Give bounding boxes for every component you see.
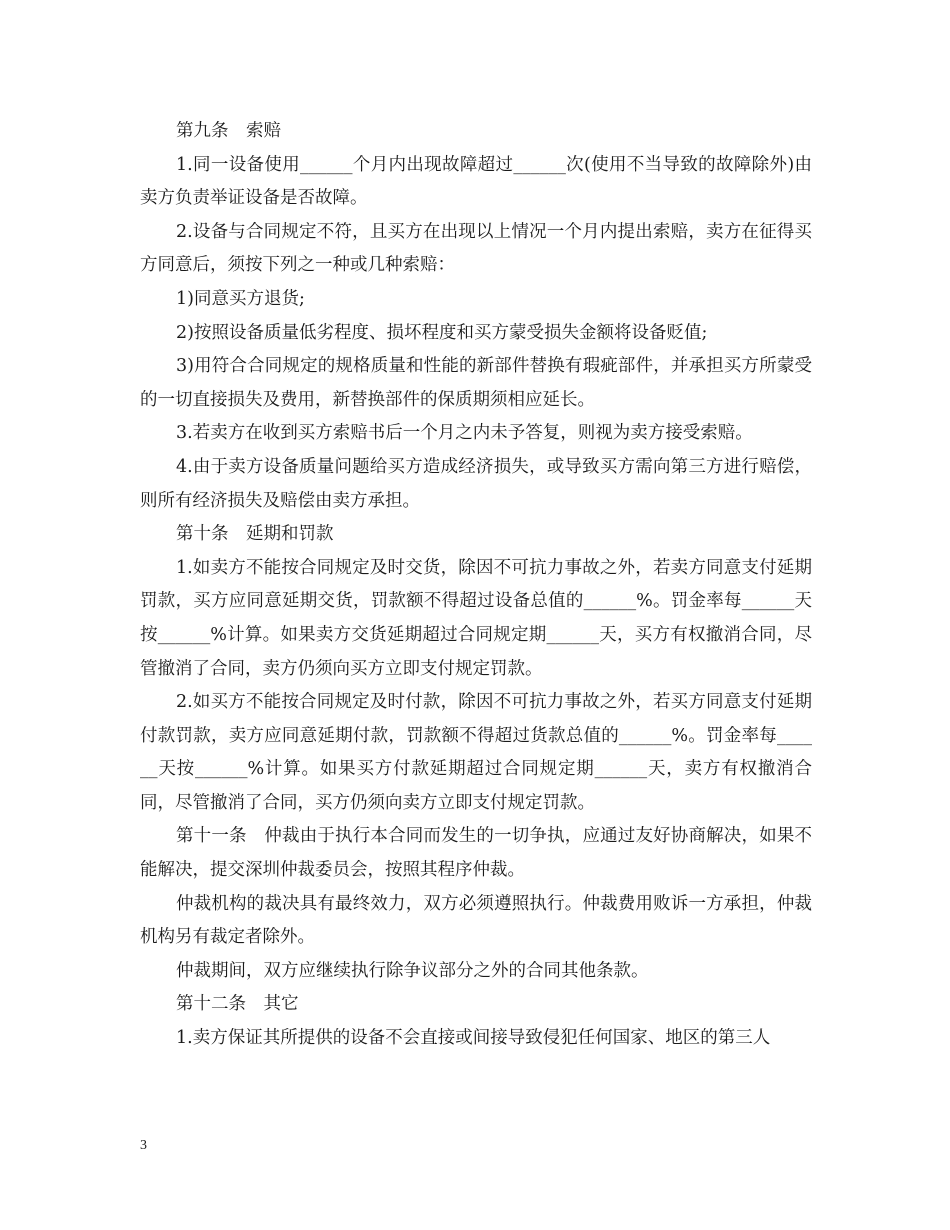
article-11-arbitration: 第十一条 仲裁由于执行本合同而发生的一切争执，应通过友好协商解决，如果不能解决，提交深圳仲裁委员会，按照其程序仲裁。 [140,826,812,881]
article-9-clause-2: 2.设备与合同规定不符，且买方在出现以上情况一个月内提出索赔，卖方在征得买方同意后，须按下列之一种或几种索赔： [140,221,812,276]
article-12-heading: 第十二条 其它 [176,994,299,1015]
arbitration-period-paragraph: 仲裁期间，双方应继续执行除争议部分之外的合同其他条款。 [176,960,649,981]
article-10-heading: 第十条 延期和罚款 [176,524,334,545]
article-9-heading: 第九条 索赔 [176,121,281,141]
article-9-clause-4: 4.由于卖方设备质量问题给买方造成经济损失，或导致买方需向第三方进行赔偿，则所有经济损失及赔偿由卖方承担。 [140,456,812,511]
article-9-option-2: 2)按照设备质量低劣程度、损坏程度和买方蒙受损失金额将设备贬值; [176,322,708,343]
article-10-clause-2: 2.如买方不能按合同规定及时付款，除因不可抗力事故之外，若买方同意支付延期付款罚款，卖方应同意延期付款，罚款额不得超过货款总值的______%。罚金率每______天按______%计算。如果买方付款延期超过合同规定期______天，卖方有权撤消合同，尽管撤消了合同，买方仍须向卖方立即支付规定罚款。 [140,692,812,813]
article-12-clause-1: 1.卖方保证其所提供的设备不会直接或间接导致侵犯任何国家、地区的第三人 [176,1028,771,1049]
article-9-clause-3: 3.若卖方在收到买方索赔书后一个月之内未予答复，则视为卖方接受索赔。 [176,423,753,444]
arbitration-award-paragraph: 仲裁机构的裁决具有最终效力，双方必须遵照执行。仲裁费用败诉一方承担，仲裁机构另有裁定者除外。 [140,893,812,948]
article-9-clause-1: 1.同一设备使用______个月内出现故障超过______次(使用不当导致的故障除外)由卖方负责举证设备是否故障。 [140,154,812,209]
document-body [140,115,812,1056]
page-number: 3 [140,1138,147,1153]
article-9-option-3: 3)用符合合同规定的规格质量和性能的新部件替换有瑕疵部件，并承担买方所蒙受的一切直接损失及费用，新替换部件的保质期须相应延长。 [140,356,812,410]
article-10-clause-1: 1.如卖方不能按合同规定及时交货，除因不可抗力事故之外，若卖方同意支付延期罚款，买方应同意延期交货，罚款额不得超过设备总值的______%。罚金率每______天按______%计算。如果卖方交货延期超过合同规定期______天，买方有权撤消合同，尽管撤消了合同，卖方仍须向买方立即支付规定罚款。 [140,557,812,679]
article-9-option-1: 1)同意买方退货; [176,288,305,309]
